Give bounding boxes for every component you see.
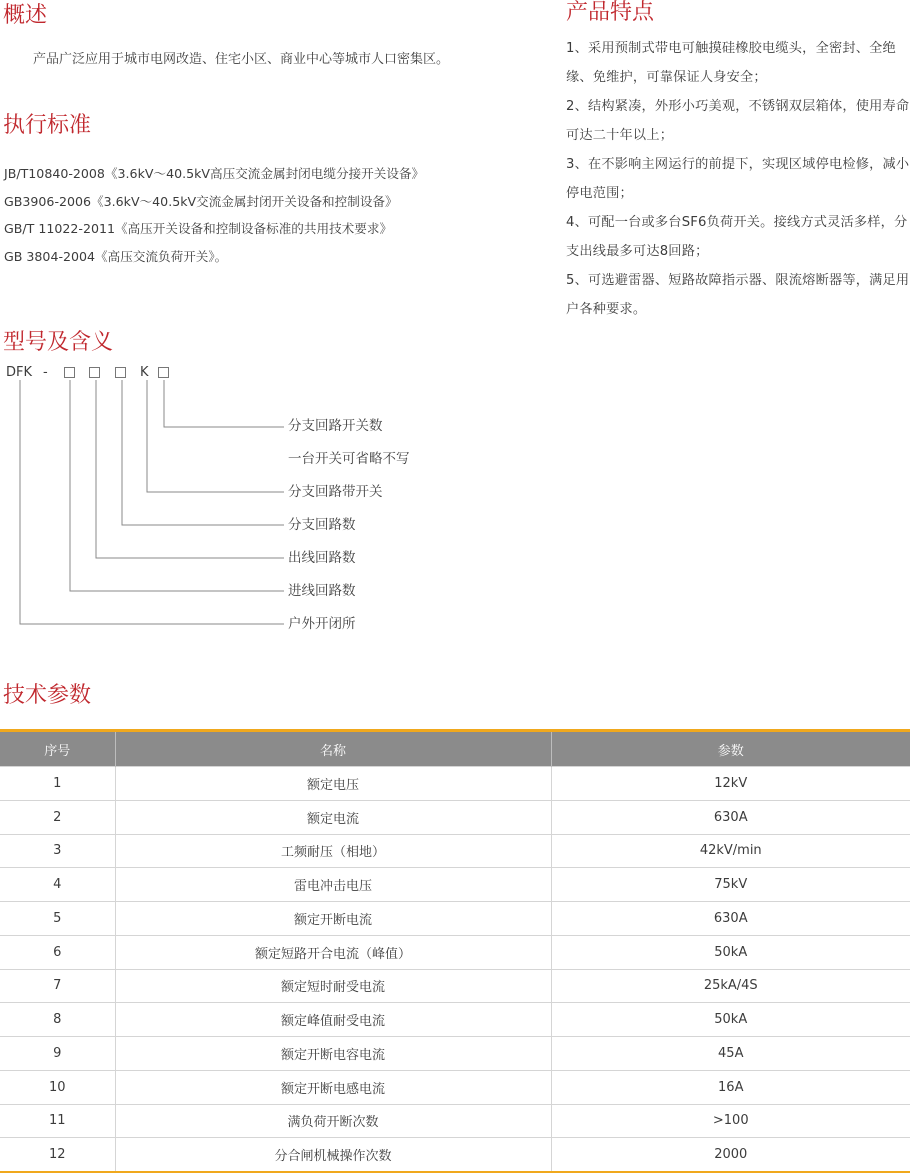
table-row xyxy=(0,834,910,868)
table-row xyxy=(0,1070,910,1104)
cell-index: 6 xyxy=(0,935,115,969)
feature-item: 4、可配一台或多台SF6负荷开关。接线方式灵活多样，分支出线最多可达8回路； xyxy=(566,215,908,259)
model-diagram xyxy=(0,380,410,634)
model-diagram-lines xyxy=(0,380,300,630)
cell-name: 工频耐压（相地） xyxy=(115,834,551,868)
cell-value: 50kA xyxy=(551,1003,910,1037)
table-row xyxy=(0,1104,910,1138)
table-row xyxy=(0,935,910,969)
tech-title: 技术参数 xyxy=(3,683,92,708)
cell-value: 630A xyxy=(551,800,910,834)
table-row xyxy=(0,902,910,936)
model-label: 分支回路开关数 xyxy=(288,418,383,434)
model-label: 出线回路数 xyxy=(288,550,356,566)
model-code-k: K xyxy=(140,365,149,380)
cell-index: 11 xyxy=(0,1104,115,1138)
code-box-branch xyxy=(115,367,126,378)
feature-item: 5、可选避雷器、短路故障指示器、限流熔断器等，满足用户各种要求。 xyxy=(566,273,910,317)
cell-index: 2 xyxy=(0,800,115,834)
cell-index: 3 xyxy=(0,834,115,868)
overview-text: 产品广泛应用于城市电网改造、住宅小区、商业中心等城市人口密集区。 xyxy=(33,52,450,67)
leader-line-outdoor-station xyxy=(20,380,284,624)
cell-index: 5 xyxy=(0,902,115,936)
header-value: 参数 xyxy=(551,731,910,767)
tech-table xyxy=(0,729,910,1173)
table-row xyxy=(0,767,910,801)
cell-value: >100 xyxy=(551,1104,910,1138)
cell-index: 7 xyxy=(0,969,115,1003)
model-label: 一台开关可省略不写 xyxy=(288,451,410,467)
cell-value: 75kV xyxy=(551,868,910,902)
table-header-row xyxy=(0,731,910,767)
header-name: 名称 xyxy=(115,731,551,767)
standards-list xyxy=(4,160,424,270)
cell-name: 分合闸机械操作次数 xyxy=(115,1138,551,1172)
feature-item: 3、在不影响主网运行的前提下，实现区域停电检修，减小停电范围； xyxy=(566,157,910,201)
cell-index: 8 xyxy=(0,1003,115,1037)
model-code-dash: - xyxy=(43,365,48,380)
cell-name: 雷电冲击电压 xyxy=(115,868,551,902)
cell-value: 42kV/min xyxy=(551,834,910,868)
cell-name: 额定开断电流 xyxy=(115,902,551,936)
model-label: 户外开闭所 xyxy=(288,616,356,632)
features-title: 产品特点 xyxy=(566,0,655,25)
model-label: 分支回路带开关 xyxy=(288,484,383,500)
cell-index: 10 xyxy=(0,1070,115,1104)
model-title: 型号及含义 xyxy=(3,330,114,355)
leader-line-outgoing xyxy=(96,380,284,558)
code-box-incoming xyxy=(64,367,75,378)
model-code-prefix: DFK xyxy=(6,365,33,380)
cell-name: 额定短时耐受电流 xyxy=(115,969,551,1003)
cell-index: 4 xyxy=(0,868,115,902)
leader-line-branch-switch-count xyxy=(164,380,284,427)
cell-index: 1 xyxy=(0,767,115,801)
code-box-outgoing xyxy=(89,367,100,378)
cell-name: 额定短路开合电流（峰值） xyxy=(115,935,551,969)
cell-name: 额定开断电感电流 xyxy=(115,1070,551,1104)
leader-line-incoming xyxy=(70,380,284,591)
cell-value: 25kA/4S xyxy=(551,969,910,1003)
table-row xyxy=(0,1138,910,1172)
code-box-branch-switch xyxy=(158,367,169,378)
cell-name: 满负荷开断次数 xyxy=(115,1104,551,1138)
standard-item: GB3906-2006《3.6kV～40.5kV交流金属封闭开关设备和控制设备》 xyxy=(4,193,398,209)
standards-title: 执行标准 xyxy=(3,113,92,138)
cell-value: 50kA xyxy=(551,935,910,969)
cell-value: 630A xyxy=(551,902,910,936)
header-index: 序号 xyxy=(0,731,115,767)
standard-item: GB 3804-2004《高压交流负荷开关》。 xyxy=(4,248,228,264)
cell-name: 额定电流 xyxy=(115,800,551,834)
feature-item: 2、结构紧凑，外形小巧美观，不锈钢双层箱体，使用寿命可达二十年以上； xyxy=(566,99,910,143)
cell-value: 2000 xyxy=(551,1138,910,1172)
table-row xyxy=(0,800,910,834)
cell-name: 额定开断电容电流 xyxy=(115,1037,551,1071)
cell-index: 9 xyxy=(0,1037,115,1071)
cell-name: 额定峰值耐受电流 xyxy=(115,1003,551,1037)
table-row xyxy=(0,1037,910,1071)
cell-name: 额定电压 xyxy=(115,767,551,801)
model-label: 进线回路数 xyxy=(288,583,356,599)
cell-index: 12 xyxy=(0,1138,115,1172)
cell-value: 45A xyxy=(551,1037,910,1071)
cell-value: 16A xyxy=(551,1070,910,1104)
overview-title: 概述 xyxy=(3,3,48,28)
standard-item: JB/T10840-2008《3.6kV～40.5kV高压交流金属封闭电缆分接开关设备》 xyxy=(4,166,425,181)
leader-line-branch-count xyxy=(122,380,284,525)
feature-item: 1、采用预制式带电可触摸硅橡胶电缆头，全密封、全绝缘、免维护，可靠保证人身安全； xyxy=(566,41,896,85)
table-row xyxy=(0,1003,910,1037)
table-row xyxy=(0,969,910,1003)
leader-line-branch-with-switch xyxy=(147,380,284,492)
table-row xyxy=(0,868,910,902)
standard-item: GB/T 11022-2011《高压开关设备和控制设备标准的共用技术要求》 xyxy=(4,221,393,237)
features-list xyxy=(566,34,910,324)
cell-value: 12kV xyxy=(551,767,910,801)
model-label: 分支回路数 xyxy=(288,517,356,533)
